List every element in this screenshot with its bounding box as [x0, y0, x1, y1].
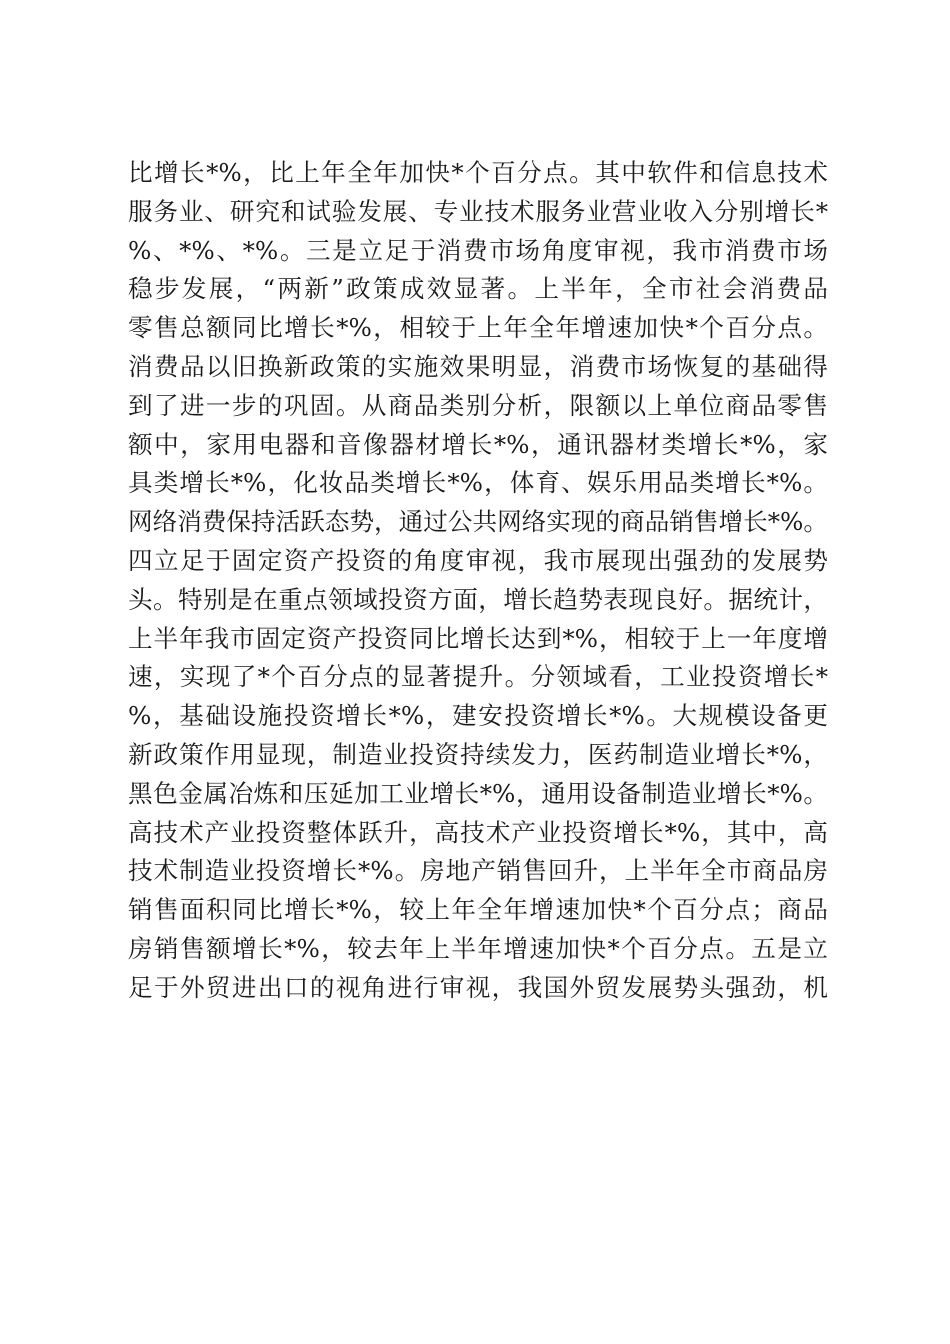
- text-line: 上半年我市固定资产投资同比增长达到*%，相较于上一年度增: [128, 623, 828, 653]
- text-line: 比增长*%，比上年全年加快*个百分点。其中软件和信息技术: [128, 158, 828, 187]
- body-text: [128, 154, 828, 1008]
- text-line: 零售总额同比增长*%，相较于上年全年增速加快*个百分点。: [128, 313, 828, 343]
- text-line: 网络消费保持活跃态势，通过公共网络实现的商品销售增长*%。: [128, 507, 828, 537]
- text-line: 四立足于固定资产投资的角度审视，我市展现出强劲的发展势: [128, 545, 828, 575]
- text-line: %，基础设施投资增长*%，建安投资增长*%。大规模设备更: [128, 701, 828, 731]
- text-line: 房销售额增长*%，较去年上半年增速加快*个百分点。五是立: [128, 933, 828, 963]
- text-line: 黑色金属冶炼和压延加工业增长*%，通用设备制造业增长*%。: [128, 778, 828, 808]
- text-line: 新政策作用显现，制造业投资持续发力，医药制造业增长*%，: [128, 739, 828, 769]
- text-line: 销售面积同比增长*%，较上年全年增速加快*个百分点；商品: [128, 895, 828, 925]
- text-line: %、*%、*%。三是立足于消费市场角度审视，我市消费市场: [128, 235, 828, 265]
- text-line: 稳步发展，“两新”政策成效显著。上半年，全市社会消费品: [128, 274, 828, 304]
- text-line: 消费品以旧换新政策的实施效果明显，消费市场恢复的基础得: [128, 351, 828, 381]
- text-line: 速，实现了*个百分点的显著提升。分领域看，工业投资增长*: [128, 662, 828, 692]
- text-line: 服务业、研究和试验发展、专业技术服务业营业收入分别增长*: [128, 196, 828, 226]
- text-line: 额中，家用电器和音像器材增长*%，通讯器材类增长*%，家: [128, 429, 828, 459]
- text-line: 到了进一步的巩固。从商品类别分析，限额以上单位商品零售: [128, 390, 828, 420]
- text-line: 技术制造业投资增长*%。房地产销售回升，上半年全市商品房: [128, 856, 828, 886]
- text-line: 高技术产业投资整体跃升，高技术产业投资增长*%，其中，高: [128, 817, 828, 847]
- text-line: 头。特别是在重点领域投资方面，增长趋势表现良好。据统计，: [128, 584, 828, 614]
- text-line: 足于外贸进出口的视角进行审视，我国外贸发展势头强劲，机: [128, 972, 828, 1002]
- text-line: 具类增长*%，化妆品类增长*%，体育、娱乐用品类增长*%。: [128, 468, 828, 498]
